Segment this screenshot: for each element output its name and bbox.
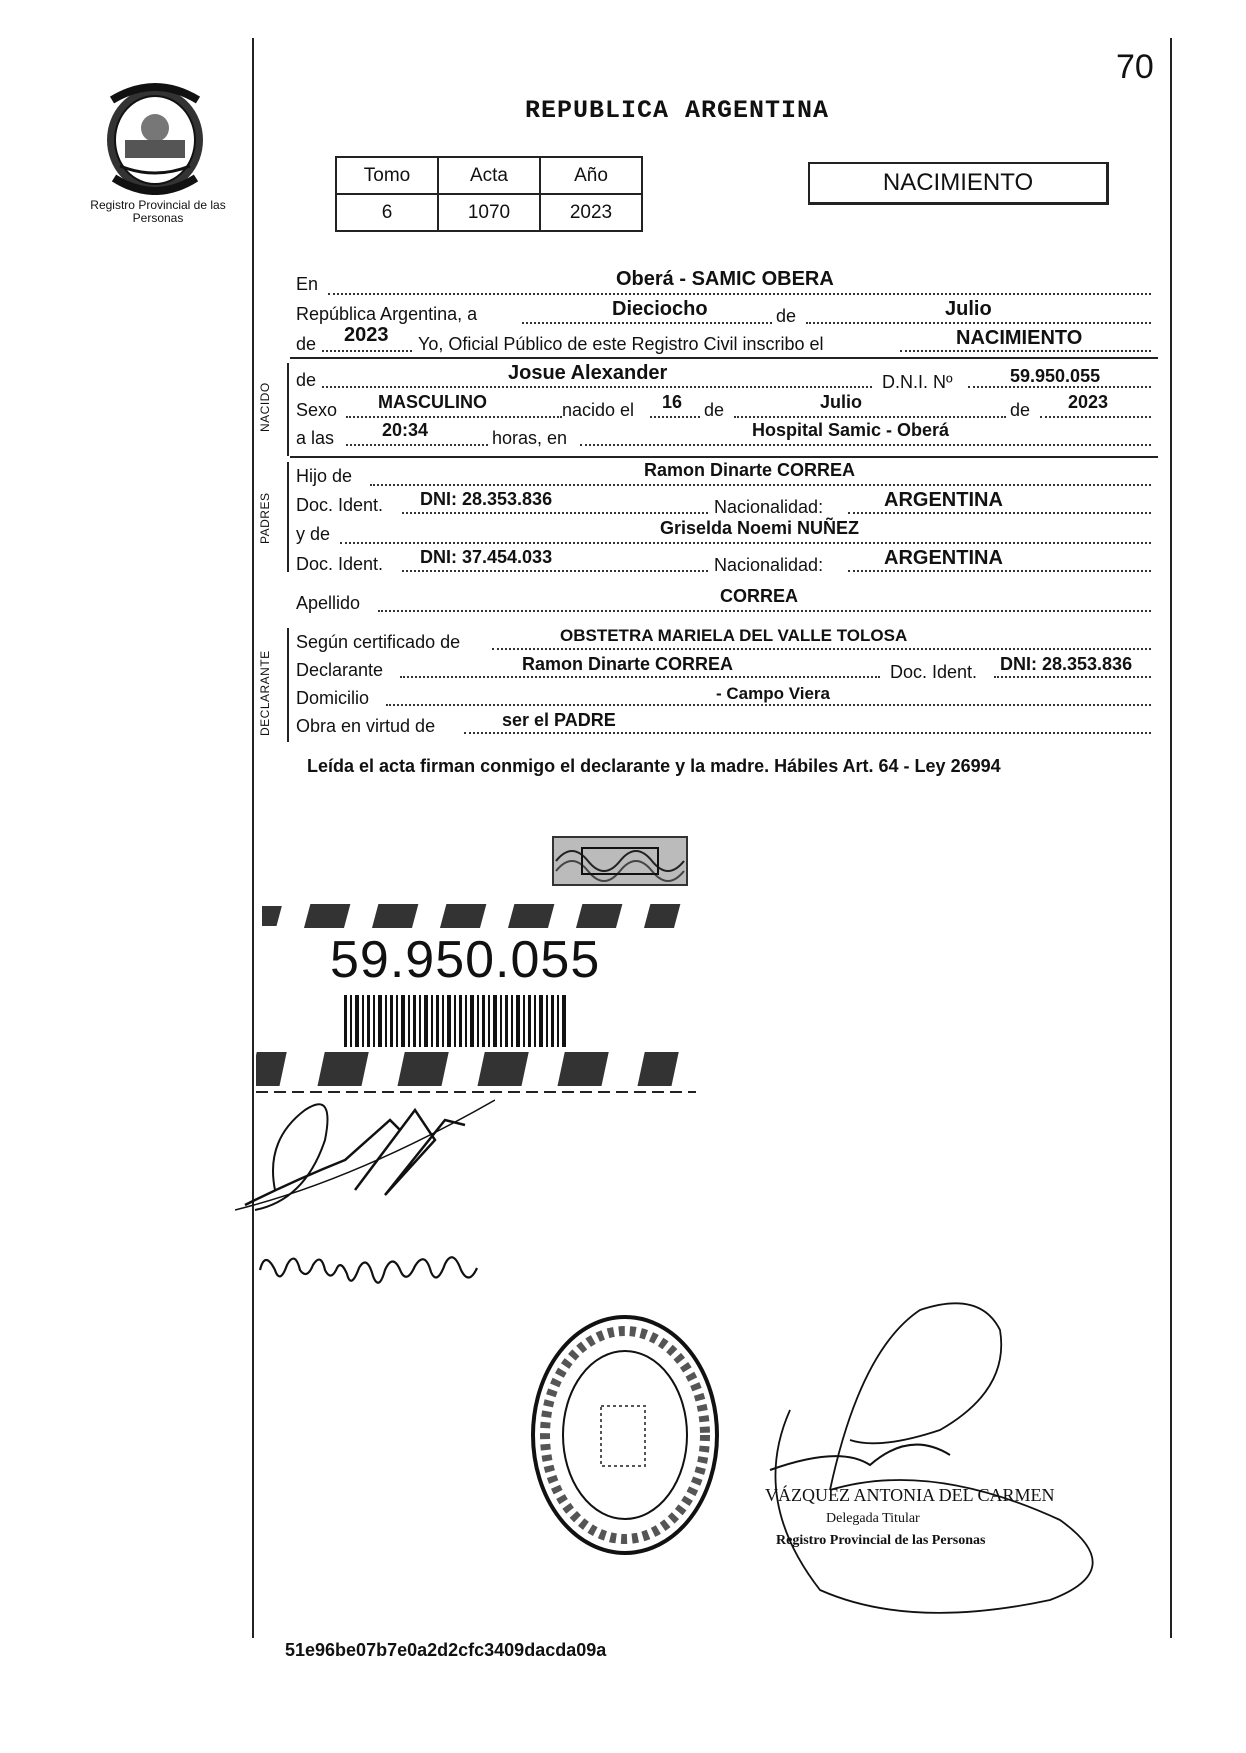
acta-value: 1070 (438, 194, 540, 231)
declarante-dotted-line (400, 676, 880, 678)
year-dotted-line (322, 350, 412, 352)
birth-place-value: Hospital Samic - Oberá (752, 420, 950, 440)
anio-header: Año (540, 157, 642, 194)
cert-label: Según certificado de (296, 632, 461, 652)
time-value: 20:34 (382, 420, 429, 440)
day-value: Dieciocho (612, 298, 708, 320)
de-label-1: de (776, 306, 797, 326)
declarante-bracket (287, 628, 289, 742)
padres-bracket (287, 462, 289, 572)
province-shield-logo (100, 80, 210, 195)
nacido-side-label: NACIDO (258, 382, 272, 432)
father-nat-value: ARGENTINA (884, 489, 1003, 511)
time-dotted-line (346, 444, 488, 446)
mother-nat-value: ARGENTINA (884, 547, 1003, 569)
domicilio-dotted-line (386, 704, 1151, 706)
decl-doc-value: DNI: 28.353.836 (1000, 654, 1133, 674)
barcode-icon (344, 995, 568, 1047)
birth-year-value: 2023 (1068, 392, 1109, 412)
mother-nat-dotted-line (848, 570, 1151, 572)
month-value: Julio (945, 298, 992, 320)
mother-signature (255, 1240, 495, 1300)
en-label: En (296, 274, 319, 294)
left-margin-line (252, 38, 254, 1638)
apellido-label: Apellido (296, 593, 361, 613)
nacido-bracket (287, 363, 289, 456)
officer-role: Delegada Titular (826, 1511, 920, 1526)
legal-text: Leída el acta firman conmigo el declarante y la madre. Hábiles Art. 64 - Ley 26994 (307, 756, 1001, 776)
declarante-side-label: DECLARANTE (258, 650, 272, 736)
year-value: 2023 (344, 324, 389, 346)
official-seal-icon (525, 1310, 725, 1560)
father-doc-dotted-line (402, 512, 708, 514)
statement-text: Yo, Oficial Público de este Registro Civil inscribo el (418, 334, 824, 354)
republica-label: República Argentina, a (296, 304, 478, 324)
mother-doc-label: Doc. Ident. (296, 554, 384, 574)
nacido-de-label: de (296, 370, 317, 390)
country-title: REPUBLICA ARGENTINA (525, 96, 830, 125)
name-dotted-line (322, 386, 872, 388)
place-dotted-line (580, 444, 1151, 446)
a-las-label: a las (296, 428, 335, 448)
acta-header: Acta (438, 157, 540, 194)
padres-side-label: PADRES (258, 492, 272, 544)
document-hash: 51e96be07b7e0a2d2cfc3409dacda09a (285, 1640, 607, 1660)
anio-value: 2023 (540, 194, 642, 231)
page-number: 70 (1116, 48, 1154, 86)
mother-doc-dotted-line (402, 570, 708, 572)
security-stamp-icon (552, 836, 688, 886)
father-doc-value: DNI: 28.353.836 (420, 489, 553, 509)
decl-doc-dotted-line (994, 676, 1151, 678)
sexo-dotted-line (346, 416, 562, 418)
sticker-number: 59.950.055 (330, 931, 601, 989)
apellido-value: CORREA (720, 586, 799, 606)
logo-caption: Registro Provincial de las Personas (90, 198, 226, 225)
birth-month-value: Julio (820, 392, 863, 412)
hijo-de-label: Hijo de (296, 466, 353, 486)
father-name: Ramon Dinarte CORREA (644, 460, 856, 480)
domicilio-label: Domicilio (296, 688, 370, 708)
father-nat-dotted-line (848, 512, 1151, 514)
tomo-value: 6 (336, 194, 438, 231)
father-dotted-line (370, 484, 1151, 486)
domicilio-value: - Campo Viera (716, 684, 831, 703)
mother-nat-label: Nacionalidad: (714, 555, 824, 575)
document-type-box: NACIMIENTO (808, 162, 1109, 205)
right-margin-line (1170, 38, 1172, 1638)
birth-day-dotted-line (650, 416, 700, 418)
mother-doc-value: DNI: 37.454.033 (420, 547, 553, 567)
section-divider (290, 357, 1158, 359)
birth-month-dotted-line (734, 416, 1006, 418)
officer-signature (710, 1290, 1160, 1630)
obra-value: ser el PADRE (502, 710, 616, 730)
declarant-signature (235, 1080, 495, 1220)
obra-label: Obra en virtud de (296, 716, 436, 736)
day-dotted-line (522, 322, 772, 324)
declarante-value: Ramon Dinarte CORREA (522, 654, 734, 674)
cert-dotted-line (492, 648, 1151, 650)
horas-en-label: horas, en (492, 428, 568, 448)
sexo-label: Sexo (296, 400, 338, 420)
father-doc-label: Doc. Ident. (296, 495, 384, 515)
statement-value: NACIMIENTO (956, 327, 1083, 349)
statement-dotted-line (900, 350, 1151, 352)
de-label-3: de (704, 400, 725, 420)
officer-name: VÁZQUEZ ANTONIA DEL CARMEN (765, 1485, 1055, 1505)
en-dotted-line (328, 293, 1151, 295)
birth-year-dotted-line (1040, 416, 1151, 418)
mother-dotted-line (340, 542, 1151, 544)
tomo-header: Tomo (336, 157, 438, 194)
sexo-value: MASCULINO (378, 392, 487, 412)
dni-label: D.N.I. Nº (882, 372, 953, 392)
de-label-4: de (1010, 400, 1031, 420)
obra-dotted-line (464, 732, 1151, 734)
decl-doc-label: Doc. Ident. (890, 662, 978, 682)
apellido-dotted-line (378, 610, 1151, 612)
declarante-label: Declarante (296, 660, 384, 680)
mother-name: Griselda Noemi NUÑEZ (660, 518, 860, 538)
en-value: Oberá - SAMIC OBERA (616, 268, 834, 290)
father-nat-label: Nacionalidad: (714, 497, 824, 517)
month-dotted-line (806, 322, 1151, 324)
y-de-label: y de (296, 524, 331, 544)
registry-table (335, 156, 643, 232)
officer-org: Registro Provincial de las Personas (776, 1533, 986, 1548)
child-name: Josue Alexander (508, 362, 668, 384)
birth-day-value: 16 (662, 392, 683, 412)
nacido-el-label: nacido el (562, 400, 635, 420)
section-divider-2 (290, 456, 1158, 458)
dni-value: 59.950.055 (1010, 366, 1101, 386)
de-label-2: de (296, 334, 317, 354)
cert-value: OBSTETRA MARIELA DEL VALLE TOLOSA (560, 626, 908, 645)
